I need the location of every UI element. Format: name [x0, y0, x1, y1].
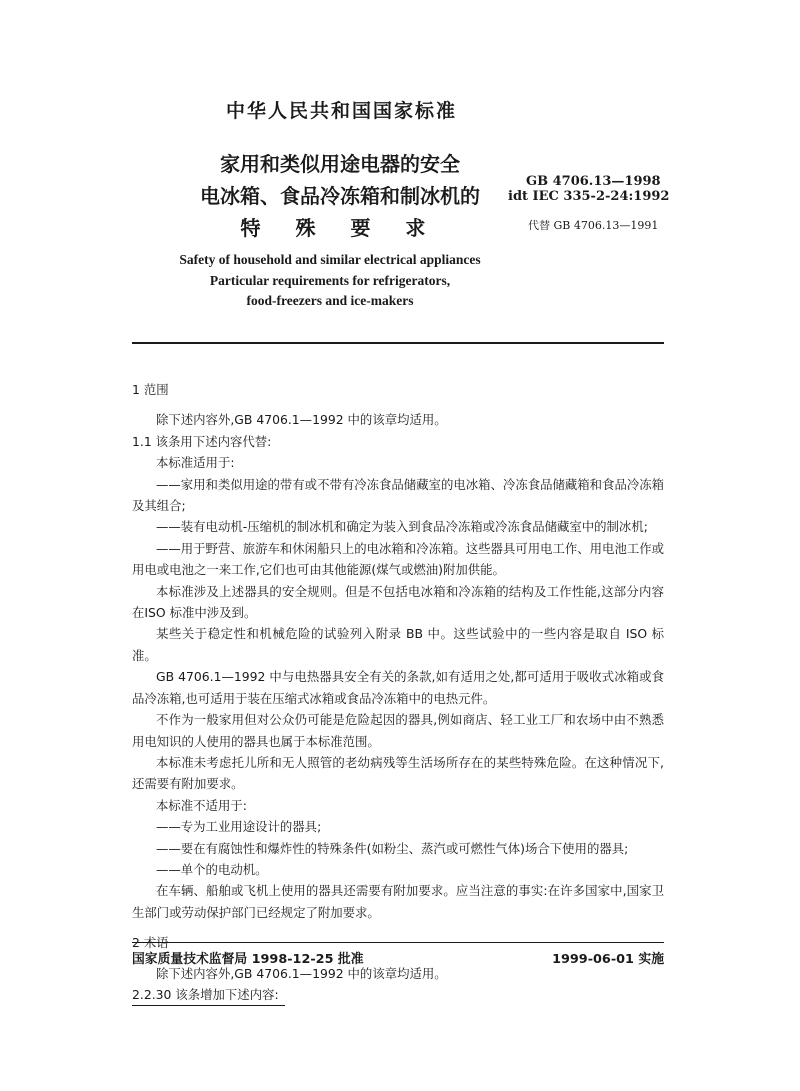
paragraph: 在车辆、船舶或飞机上使用的器具还需要有附加要求。应当注意的事实:在许多国家中,国家卫生部门或劳动保护部门已经规定了附加要求。: [132, 883, 664, 920]
standard-code: GB 4706.13—1998: [526, 174, 661, 189]
paragraph: ——要在有腐蚀性和爆炸性的特殊条件(如粉尘、蒸汽或可燃性气体)场合下使用的器具;: [156, 840, 629, 856]
paragraph: GB 4706.1—1992 中与电热器具安全有关的条款,如有适用之处,都可适用于吸收式冰箱或食品冷冻箱,也可适用于装在压缩式冰箱或食品冷冻箱中的电热元件。: [132, 669, 664, 706]
section-2-heading: 2 术语: [132, 935, 169, 951]
english-title-line-3: food-freezers and ice-makers: [246, 293, 414, 308]
national-standard-label: 中华人民共和国国家标准: [226, 100, 458, 122]
section-1-heading: 1 范围: [132, 382, 169, 397]
paragraph: 某些关于稳定性和机械危险的试验列入附录 BB 中。这些试验中的一些内容是取自 ISO 标准。: [132, 626, 664, 663]
paragraph: 除下述内容外,GB 4706.1—1992 中的该章均适用。: [156, 412, 447, 428]
english-title: [160, 250, 500, 312]
english-title-line-1: Safety of household and similar electrical appliances: [179, 252, 481, 267]
paragraph: ——装有电动机-压缩机的制冰机和确定为装入到食品冷冻箱或冷冻食品储藏室中的制冰机;: [156, 519, 648, 535]
implementation-date: 1999-06-01 实施: [552, 952, 664, 967]
header-divider: [132, 342, 664, 344]
paragraph: ——家用和类似用途的带有或不带有冷冻食品储藏室的电冰箱、冷冻食品储藏箱和食品冷冻箱及其组合;: [132, 476, 665, 514]
title-line-2: 电冰箱、食品冷冻箱和制冰机的: [200, 184, 480, 208]
standard-code-block: [508, 174, 670, 204]
title-line-1: 家用和类似用途电器的安全: [220, 152, 460, 176]
paragraph: ——专为工业用途设计的器具;: [156, 819, 322, 835]
paragraph: 除下述内容外,GB 4706.1—1992 中的该章均适用。: [156, 965, 447, 981]
paragraph: ——单个的电动机。: [156, 861, 268, 877]
clause-1-1: 1.1 该条用下述内容代替:: [132, 433, 272, 449]
english-title-line-2: Particular requirements for refrigerators,: [209, 272, 451, 288]
approval-date: 国家质量技术监督局 1998-12-25 批准: [132, 952, 364, 967]
footer-divider: [132, 942, 664, 943]
replaces-code: 代替 GB 4706.13—1991: [528, 219, 659, 232]
paragraph: 不作为一般家用但对公众仍可能是危险起因的器具,例如商店、轻工业工厂和农场中由不熟悉用电知识的人使用的器具也属于本标准范围。: [132, 712, 664, 749]
paragraph: ——用于野营、旅游车和休闲船只上的电冰箱和冷冻箱。这些器具可用电工作、用电池工作或用电或电池之一来工作,它们也可由其他能源(煤气或燃油)附加供能。: [132, 540, 665, 578]
document-title: [190, 148, 490, 244]
paragraph: 本标准适用于:: [156, 455, 235, 471]
clause-2-2-30: 2.2.30 该条增加下述内容:: [132, 984, 285, 1006]
paragraph: 本标准不适用于:: [156, 797, 247, 813]
body-text: [132, 370, 664, 1006]
idt-code: idt IEC 335-2-24:1992: [508, 189, 670, 204]
title-line-3: 特 殊 要 求: [240, 216, 440, 240]
paragraph: 本标准涉及上述器具的安全规则。但是不包括电冰箱和冷冻箱的结构及工作性能,这部分内容在ISO 标准中涉及到。: [132, 583, 664, 621]
paragraph: 本标准未考虑托儿所和无人照管的老幼病残等生活场所存在的某些特殊危险。在这种情况下,还需要有附加要求。: [132, 754, 664, 792]
